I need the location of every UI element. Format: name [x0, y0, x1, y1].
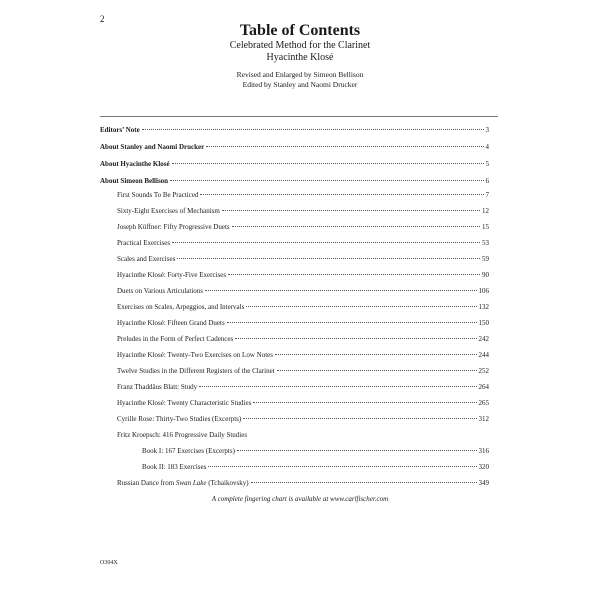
subtitle-author: Hyacinthe Klosé [266, 52, 334, 63]
toc-entry-page: 5 [485, 160, 489, 168]
toc-entry-label: Practical Exercises [117, 239, 171, 247]
toc-entry-page: 132 [478, 303, 489, 311]
catalog-code: O304X [100, 560, 118, 566]
toc-entry [100, 174, 489, 188]
toc-entry [117, 300, 489, 314]
toc-entry-page: 15 [482, 223, 489, 231]
toc-entry-page: 316 [478, 447, 489, 455]
dot-leader [243, 418, 476, 419]
credit-revised: Revised and Enlarged by Simeon Bellison [236, 70, 364, 79]
dot-leader [246, 306, 476, 307]
toc-entry [117, 236, 489, 250]
toc-entry-page: 265 [478, 399, 489, 407]
dot-leader [142, 129, 484, 130]
toc-entry [100, 157, 489, 171]
subtitle-method: Celebrated Method for the Clarinet [229, 40, 371, 51]
toc-entry [117, 348, 489, 362]
toc-entry-page: 349 [478, 479, 489, 487]
dot-leader [228, 274, 480, 275]
toc-entry-page: 4 [485, 143, 489, 151]
page-title: Table of Contents [239, 22, 361, 39]
toc-entry [117, 428, 489, 442]
toc-entry-label: Hyacinthe Klosé: Twenty Characteristic Studies [117, 399, 252, 407]
dot-leader [170, 180, 483, 181]
toc-entry-label: Exercises on Scales, Arpeggios, and Intervals [117, 303, 245, 311]
toc-entry-label: Preludes in the Form of Perfect Cadences [117, 335, 234, 343]
toc-entry-page: 7 [485, 191, 489, 199]
toc-entry-label: Duets on Various Articulations [117, 287, 204, 295]
label-suffix: (Tchaikovsky) [206, 479, 249, 487]
toc-entry-label: About Hyacinthe Klosé [100, 160, 170, 168]
toc-entry-label: Franz Thaddäus Blatt: Study [117, 383, 198, 391]
fingering-chart-note: A complete fingering chart is available at www.carlfischer.com [211, 495, 389, 503]
toc-entry-label: First Sounds To Be Practiced [117, 191, 199, 199]
toc-entry-page: 90 [482, 271, 489, 279]
dot-leader [172, 163, 484, 164]
toc-entry-label: Editors’ Note [100, 126, 140, 134]
toc-entry [117, 284, 489, 298]
dot-leader [205, 290, 476, 291]
header [0, 22, 600, 64]
dot-leader [177, 258, 480, 259]
toc-entry-page: 264 [478, 383, 489, 391]
toc-entry-page: 106 [478, 287, 489, 295]
toc-entry-page: 312 [478, 415, 489, 423]
dot-leader [237, 450, 477, 451]
dot-leader [235, 338, 476, 339]
dot-leader [222, 210, 480, 211]
toc-entry-label: Joseph Küffner: Fifty Progressive Duets [117, 223, 230, 231]
label-italic-title: Swan Lake [175, 479, 207, 487]
toc-entry [100, 140, 489, 154]
toc-entry [117, 268, 489, 282]
credit-edited: Edited by Stanley and Naomi Drucker [242, 80, 358, 89]
toc-entry-page: 150 [478, 319, 489, 327]
toc-entry-page: 12 [482, 207, 489, 215]
toc-entry-label: About Simeon Bellison [100, 177, 169, 185]
credits [0, 70, 600, 90]
toc-entry-page: 53 [482, 239, 489, 247]
toc-entry-label: Hyacinthe Klosé: Twenty-Two Exercises on Low Notes [117, 351, 273, 359]
toc-entry-label: Book I: 167 Exercises (Excerpts) [142, 447, 235, 455]
toc-entry [117, 204, 489, 218]
toc-entry-label: Scales and Exercises [117, 255, 176, 263]
dot-leader [253, 402, 476, 403]
toc-entry [117, 332, 489, 346]
toc-entry-label: Twelve Studies in the Different Registers of the Clarinet [117, 367, 275, 375]
toc-entry-page: 320 [478, 463, 489, 471]
dot-leader [206, 146, 483, 147]
toc-entry-label: Cyrille Rose: Thirty-Two Studies (Excerpts) [117, 415, 242, 423]
page-number: 2 [100, 14, 105, 24]
toc-entry [117, 188, 489, 202]
toc-entry-label: About Stanley and Naomi Drucker [100, 143, 205, 151]
toc-entry [117, 364, 489, 378]
dot-leader [232, 226, 480, 227]
dot-leader [199, 386, 476, 387]
toc-entry-page: 59 [482, 255, 489, 263]
toc-entry [117, 396, 489, 410]
dot-leader [208, 466, 476, 467]
toc-entry [117, 316, 489, 330]
toc-entry-page: 6 [485, 177, 489, 185]
dot-leader [275, 354, 477, 355]
toc-entry-label: Sixty-Eight Exercises of Mechanism [117, 207, 220, 215]
toc-entry-label: Hyacinthe Klosé: Forty-Five Exercises [117, 271, 227, 279]
toc-entry [142, 460, 489, 474]
toc-entry-page: 244 [478, 351, 489, 359]
dot-leader [251, 482, 477, 483]
toc-entry [117, 220, 489, 234]
dot-leader [172, 242, 480, 243]
toc-entry-label: Fritz Kroepsch: 416 Progressive Daily Studies [117, 431, 248, 439]
dot-leader [227, 322, 477, 323]
toc-entry [117, 252, 489, 266]
dot-leader [200, 194, 483, 195]
toc-entry [100, 123, 489, 137]
toc-entry-page: 242 [478, 335, 489, 343]
toc-entry-label: Hyacinthe Klosé: Fifteen Grand Duets [117, 319, 225, 327]
toc-entry [117, 380, 489, 394]
toc-entry [142, 444, 489, 458]
toc-entry-label: Book II: 183 Exercises [142, 463, 207, 471]
header-rule [100, 116, 498, 117]
toc-entry [117, 412, 489, 426]
dot-leader [277, 370, 477, 371]
label-prefix: Russian Dance from [117, 479, 176, 487]
toc-entry [117, 476, 489, 490]
toc-entry-label [117, 476, 249, 490]
toc-entry-page: 252 [478, 367, 489, 375]
toc-entry-page: 3 [485, 126, 489, 134]
